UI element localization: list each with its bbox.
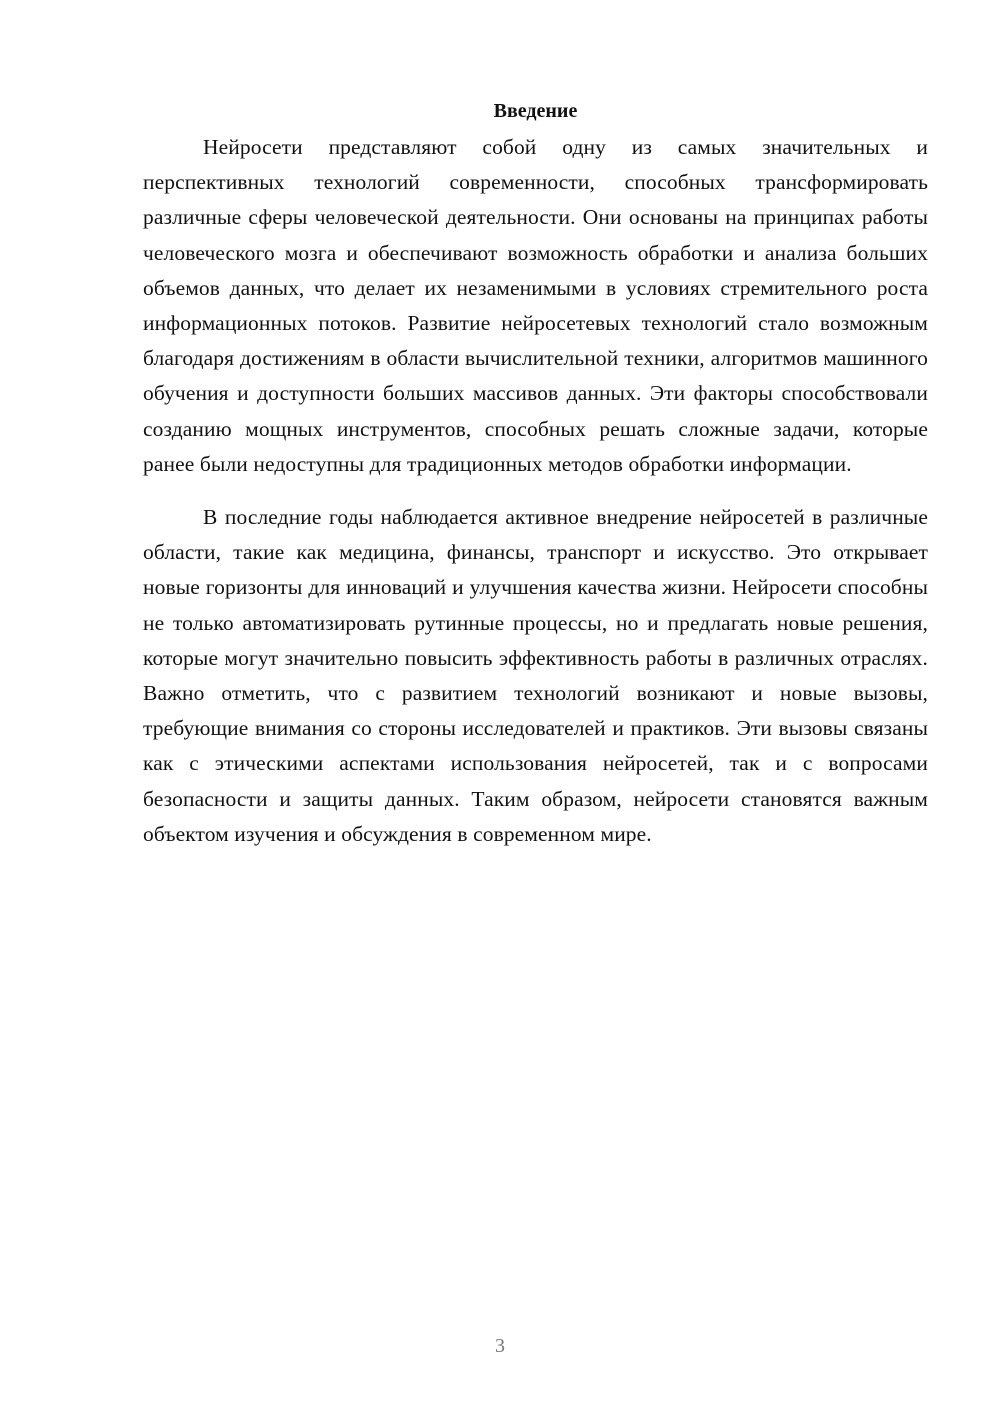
section-heading: Введение	[493, 100, 578, 122]
paragraph-2: В последние годы наблюдается активное внедрение нейросетей в различные области, такие как медицина, финансы, транспорт и искусство. Это открывает новые горизонты для инноваций и улучшения качества жизни. Нейросети способны не только автоматизировать рутинные процессы, но и предлагать новые решения, которые могут значительно повысить эффективность работы в различных отраслях. Важно отметить, что с развитием технологий возникают и новые вызовы, требующие внимания со стороны исследователей и практиков. Эти вызовы связаны как с этическими аспектами использования нейросетей, так и с вопросами безопасности и защиты данных. Таким образом, нейросети становятся важным объектом изучения и обсуждения в современном мире.	[143, 505, 928, 846]
page-content	[143, 96, 928, 852]
paragraph-1: Нейросети представляют собой одну из самых значительных и перспективных технологий современности, способных трансформировать различные сферы человеческой деятельности. Они основаны на принципах работы человеческого мозга и обеспечивают возможность обработки и анализа больших объемов данных, что делает их незаменимыми в условиях стремительного роста информационных потоков. Развитие нейросетевых технологий стало возможным благодаря достижениям в области вычислительной техники, алгоритмов машинного обучения и доступности больших массивов данных. Эти факторы способствовали созданию мощных инструментов, способных решать сложные задачи, которые ранее были недоступны для традиционных методов обработки информации.	[143, 135, 928, 476]
page-number: 3	[495, 1335, 505, 1357]
